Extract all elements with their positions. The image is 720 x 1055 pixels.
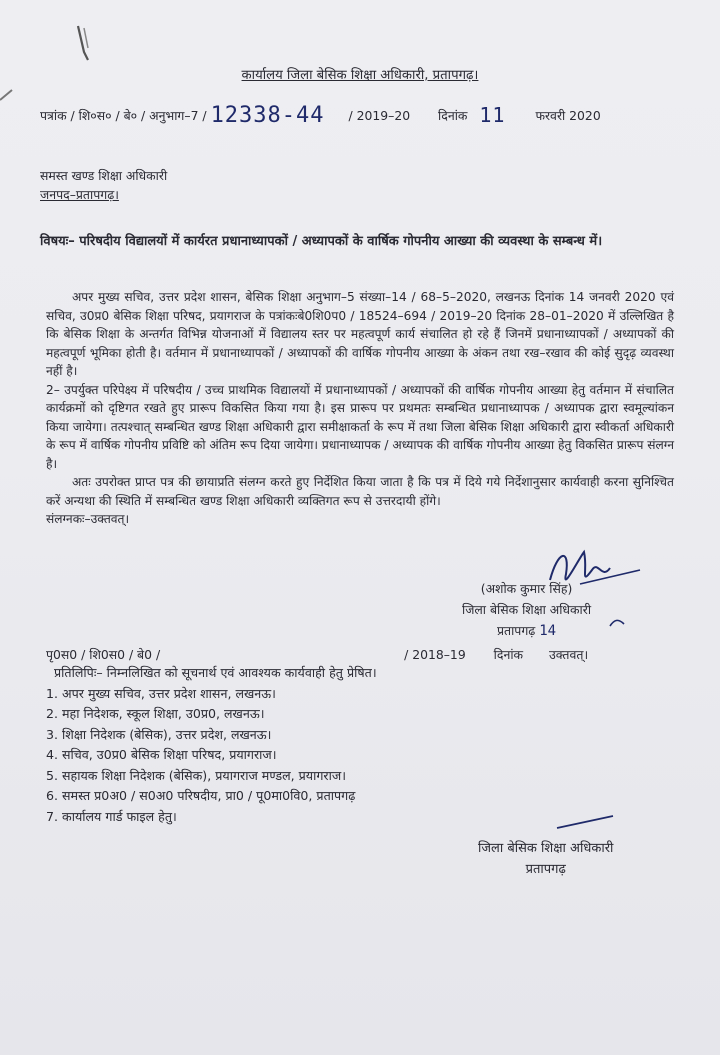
footer-signature bbox=[478, 838, 613, 880]
signature-handwritten-mark: 14 bbox=[539, 623, 557, 639]
enclosure-note: संलग्नकः–उक्तवत्। bbox=[46, 512, 130, 526]
addressee-line2: जनपद–प्रतापगढ़। bbox=[40, 187, 119, 202]
list-item: 7. कार्यालय गार्ड फाइल हेतु। bbox=[46, 808, 177, 824]
ref-year: / 2019–20 bbox=[348, 108, 411, 123]
ref-day-handwritten: 11 bbox=[479, 103, 506, 127]
copy-list bbox=[46, 663, 377, 827]
initial-scrawl-icon bbox=[555, 812, 615, 832]
copy-ref: पृ0स0 / शि0स0 / बे0 / bbox=[46, 647, 161, 662]
copy-reference-line bbox=[46, 645, 646, 664]
list-item: 1. अपर मुख्य सचिव, उत्तर प्रदेश शासन, लखनऊ। bbox=[46, 685, 276, 701]
reference-line bbox=[40, 103, 670, 128]
body-paragraph-3: अतः उपरोक्त प्राप्त पत्र की छायाप्रति संलग्न करते हुए निर्देशित किया जाता है कि पत्र में दिये गये निर्देशानुसार कार्यवाही करना सुनिश्चित करें अन्यथा की स्थिति में सम्बन्धित खण्ड शिक्षा अधिकारी व्यक्तिगत रूप से उत्तरदायी होंगे। bbox=[46, 475, 674, 508]
addressee-line1: समस्त खण्ड शिक्षा अधिकारी bbox=[40, 168, 168, 183]
list-item: 4. सचिव, उ0प्र0 बेसिक शिक्षा परिषद, प्रयागराज। bbox=[46, 747, 277, 762]
signatory-name: (अशोक कुमार सिंह) bbox=[480, 581, 573, 596]
copy-date-label: दिनांक bbox=[493, 647, 524, 662]
addressee bbox=[40, 166, 167, 204]
office-heading: कार्यालय जिला बेसिक शिक्षा अधिकारी, प्रतापगढ़। bbox=[241, 68, 479, 83]
body-paragraph-2: 2– उपर्युक्त परिपेक्ष्य में परिषदीय / उच्च प्राथमिक विद्यालयों में प्रधानाध्यापकों / अध्यापकों की वार्षिक गोपनीय आख्या हेतु वर्तमान में संचालित कार्यक्रमों को दृष्टिगत रखते हुए प्रारूप विकसित किया गया है। इस प्रारूप पर प्रथमतः सम्बन्धित प्रधानाध्यापक / अध्यापक द्वारा स्वमूल्यांकन किया जायेगा। तत्पश्चात् सम्बन्धित खण्ड शिक्षा अधिकारी द्वारा समीक्षाकर्ता के रूप में तथा जिला बेसिक शिक्षा अधिकारी द्वारा स्वीकर्ता अधिकारी के रूप में वार्षिक गोपनीय प्रविष्टि को अंतिम रूप दिया जायेगा। प्रधानाध्यापक / अध्यापक की वार्षिक गोपनीय आख्या हेतु विकसित प्रारूप संलग्न है। bbox=[46, 382, 674, 471]
footer-place: प्रतापगढ़ bbox=[525, 862, 566, 877]
footer-designation: जिला बेसिक शिक्षा अधिकारी bbox=[478, 841, 614, 856]
list-item: 2. महा निदेशक, स्कूल शिक्षा, उ0प्र0, लखनऊ। bbox=[46, 706, 265, 721]
list-item: 3. शिक्षा निदेशक (बेसिक), उत्तर प्रदेश, लखनऊ। bbox=[46, 726, 272, 742]
list-item: 6. समस्त प्र0अ0 / स0अ0 परिषदीय, प्रा0 / पू0मा0वि0, प्रतापगढ़ bbox=[46, 788, 356, 803]
copy-date-value: उक्तवत्। bbox=[549, 647, 589, 662]
ref-date-label: दिनांक bbox=[438, 108, 468, 123]
ref-prefix: पत्रांक / शि०स० / बे० / अनुभाग–7 / bbox=[40, 108, 207, 123]
paper-fold-icon bbox=[0, 86, 20, 106]
ref-number-handwritten: 12338-44 bbox=[210, 103, 325, 128]
copy-intro: प्रतिलिपिः– निम्नलिखित को सूचनार्थ एवं आवश्यक कार्यवाही हेतु प्रेषित। bbox=[54, 665, 377, 680]
letter-body bbox=[46, 288, 674, 529]
signatory-place: प्रतापगढ़ 14 bbox=[496, 623, 557, 639]
copy-year: / 2018–19 bbox=[404, 647, 466, 662]
subject-line: विषयः– परिषदीय विद्यालयों में कार्यरत प्रधानाध्यापकों / अध्यापकों के वार्षिक गोपनीय आख्या की व्यवस्था के सम्बन्ध में। bbox=[40, 234, 603, 249]
signature-block bbox=[462, 578, 591, 642]
signatory-designation: जिला बेसिक शिक्षा अधिकारी bbox=[462, 602, 592, 617]
staple-mark-icon bbox=[70, 22, 100, 64]
list-item: 5. सहायक शिक्षा निदेशक (बेसिक), प्रयागराज मण्डल, प्रयागराज। bbox=[46, 767, 346, 783]
ref-month-year: फरवरी 2020 bbox=[535, 108, 601, 123]
body-paragraph-1: अपर मुख्य सचिव, उत्तर प्रदेश शासन, बेसिक शिक्षा अनुभाग–5 संख्या–14 / 68–5–2020, लखनऊ दिनांक 14 जनवरी 2020 एवं सचिव, उ0प्र0 बेसिक शिक्षा परिषद, प्रयागराज के पत्रांकःबे0शि0प0 / 18524–694 / 2019–20 दिनांक 28–01–2020 में उल्लिखित है कि बेसिक शिक्षा के अन्तर्गत विभिन्न योजनाओं में विद्यालय स्तर पर महत्वपूर्ण कार्य संचालित हो रहे हैं जिनमें प्रधानाध्यापकों / अध्यापकों की महत्वपूर्ण भूमिका होती है। वर्तमान में प्रधानाध्यापकों / अध्यापकों की वार्षिक गोपनीय आख्या के अंकन तथा रख–रखाव की कोई सुदृढ़ व्यवस्था नहीं है। bbox=[46, 290, 674, 378]
